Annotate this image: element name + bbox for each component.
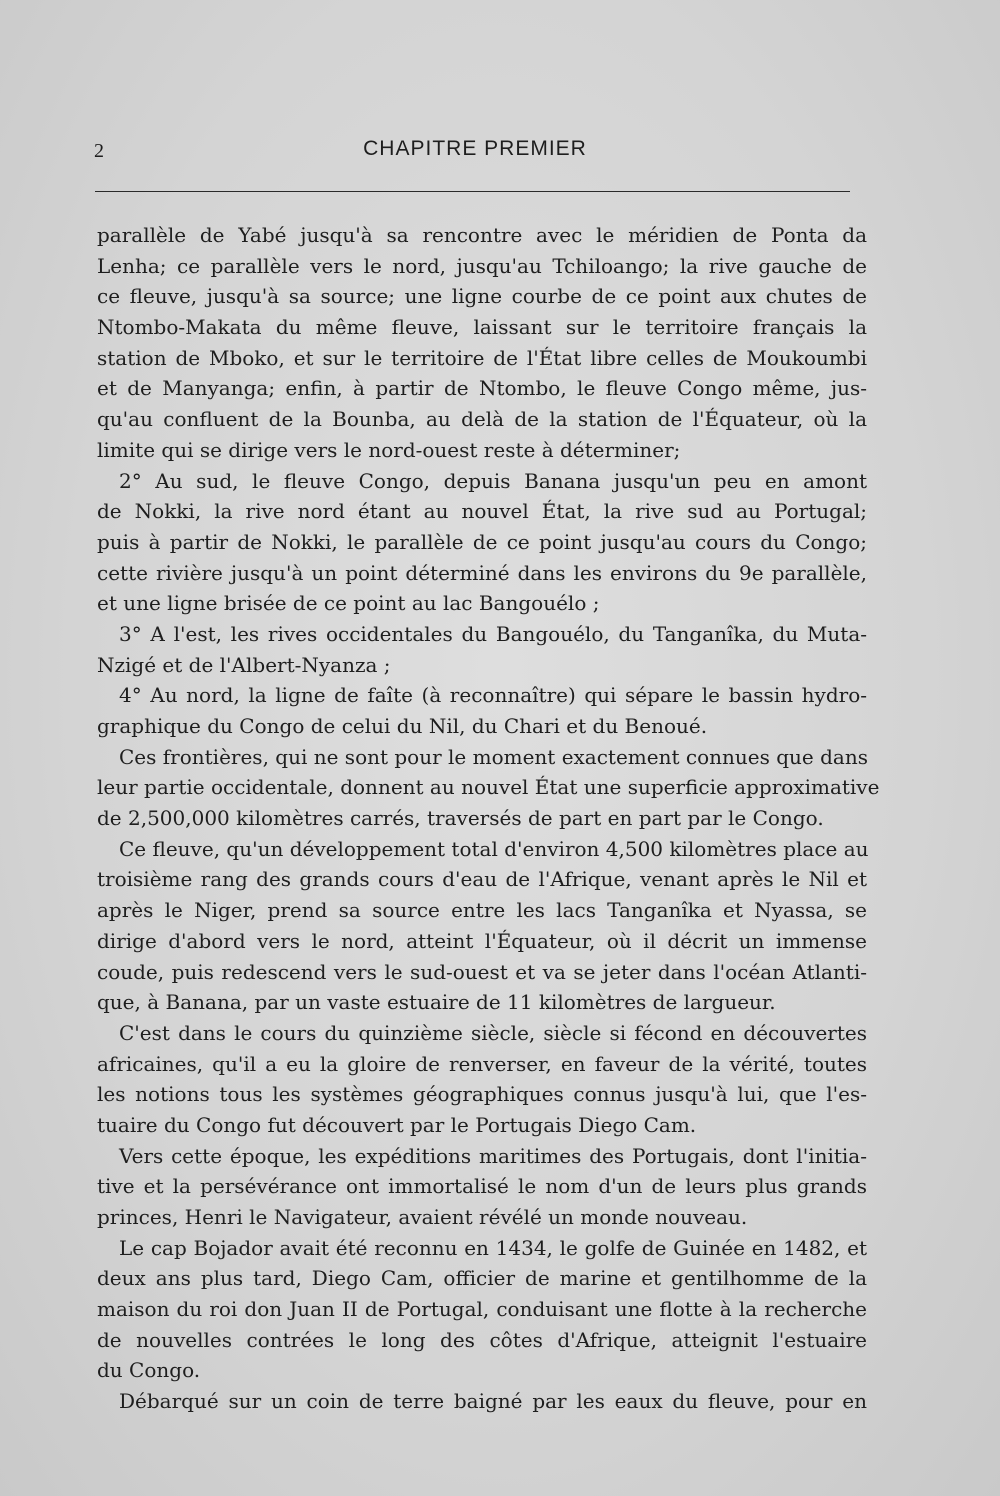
text-line: princes, Henri le Navigateur, avaient révélé un monde nouveau. (97, 1205, 748, 1229)
text-line: tuaire du Congo fut découvert par le Portugais Diego Cam. (97, 1112, 697, 1137)
text-line: Ce fleuve, qu'un développement total d'environ 4,500 kilomètres place au (119, 836, 869, 861)
text-line: après le Niger, prend sa source entre les lacs Tanganîka et Nyassa, se (97, 898, 867, 923)
text-line: 2° Au sud, le fleuve Congo, depuis Banana jusqu'un peu en amont (119, 468, 867, 493)
text-line: africaines, qu'il a eu la gloire de renverser, en faveur de la vérité, toutes (97, 1051, 867, 1076)
text-line: que, à Banana, par un vaste estuaire de 11 kilomètres de largueur. (97, 990, 776, 1015)
text-line: Nzigé et de l'Albert-Nyanza ; (97, 652, 391, 677)
text-line: les notions tous les systèmes géographiques connus jusqu'à lui, que l'es- (97, 1082, 867, 1107)
text-line: 4° Au nord, la ligne de faîte (à reconnaître) qui sépare le bassin hydro- (119, 683, 867, 708)
page-number: 2 (94, 140, 104, 162)
text-line: station de Mboko, et sur le territoire de l'État libre celles de Moukoumbi (97, 345, 867, 370)
text-line: Le cap Bojador avait été reconnu en 1434, le golfe de Guinée en 1482, et (119, 1235, 867, 1260)
text-line: Lenha; ce parallèle vers le nord, jusqu'au Tchiloango; la rive gauche de (97, 253, 867, 278)
text-line: Ces frontières, qui ne sont pour le moment exactement connues que dans (119, 744, 868, 769)
text-line: coude, puis redescend vers le sud-ouest et va se jeter dans l'océan Atlanti- (97, 959, 867, 984)
text-line: deux ans plus tard, Diego Cam, officier de marine et gentilhomme de la (97, 1266, 867, 1291)
text-line: leur partie occidentale, donnent au nouvel État une superficie approximative (97, 775, 880, 800)
text-line: Vers cette époque, les expéditions maritimes des Portugais, dont l'initia- (119, 1143, 867, 1168)
text-line: et une ligne brisée de ce point au lac Bangouélo ; (97, 591, 600, 616)
text-line: graphique du Congo de celui du Nil, du Chari et du Benoué. (97, 714, 708, 738)
text-line: dirige d'abord vers le nord, atteint l'Équateur, où il décrit un immense (97, 928, 867, 953)
text-line: parallèle de Yabé jusqu'à sa rencontre avec le méridien de Ponta da (97, 223, 867, 247)
header-rule (95, 191, 850, 192)
text-line: de 2,500,000 kilomètres carrés, traversés de part en part par le Congo. (97, 806, 824, 831)
text-line: cette rivière jusqu'à un point déterminé dans les environs du 9e parallèle, (97, 560, 867, 585)
body-text (97, 220, 880, 1417)
text-line: tive et la persévérance ont immortalisé le nom d'un de leurs plus grands (97, 1174, 867, 1199)
text-line: de Nokki, la rive nord étant au nouvel État, la rive sud au Portugal; (97, 499, 867, 524)
text-line: Ntombo-Makata du même fleuve, laissant sur le territoire français la (97, 315, 867, 340)
text-line: puis à partir de Nokki, le parallèle de ce point jusqu'au cours du Congo; (97, 529, 867, 554)
text-line: limite qui se dirige vers le nord-ouest reste à déterminer; (97, 437, 681, 462)
text-line: ce fleuve, jusqu'à sa source; une ligne courbe de ce point aux chutes de (97, 284, 867, 309)
text-line: 3° A l'est, les rives occidentales du Bangouélo, du Tanganîka, du Muta- (119, 621, 867, 646)
text-line: du Congo. (97, 1358, 201, 1383)
text-line: Débarqué sur un coin de terre baigné par les eaux du fleuve, pour en (119, 1389, 867, 1414)
running-head: CHAPITRE PREMIER (363, 137, 587, 160)
text-line: qu'au confluent de la Bounba, au delà de la station de l'Équateur, où la (97, 407, 867, 432)
text-line: C'est dans le cours du quinzième siècle, siècle si fécond en découvertes (119, 1020, 867, 1045)
text-line: troisième rang des grands cours d'eau de l'Afrique, venant après le Nil et (97, 867, 867, 892)
text-line: et de Manyanga; enfin, à partir de Ntombo, le fleuve Congo même, jus- (97, 376, 867, 401)
text-line: maison du roi don Juan II de Portugal, conduisant une flotte à la recherche (97, 1297, 867, 1322)
text-line: de nouvelles contrées le long des côtes d'Afrique, atteignit l'estuaire (97, 1327, 867, 1352)
